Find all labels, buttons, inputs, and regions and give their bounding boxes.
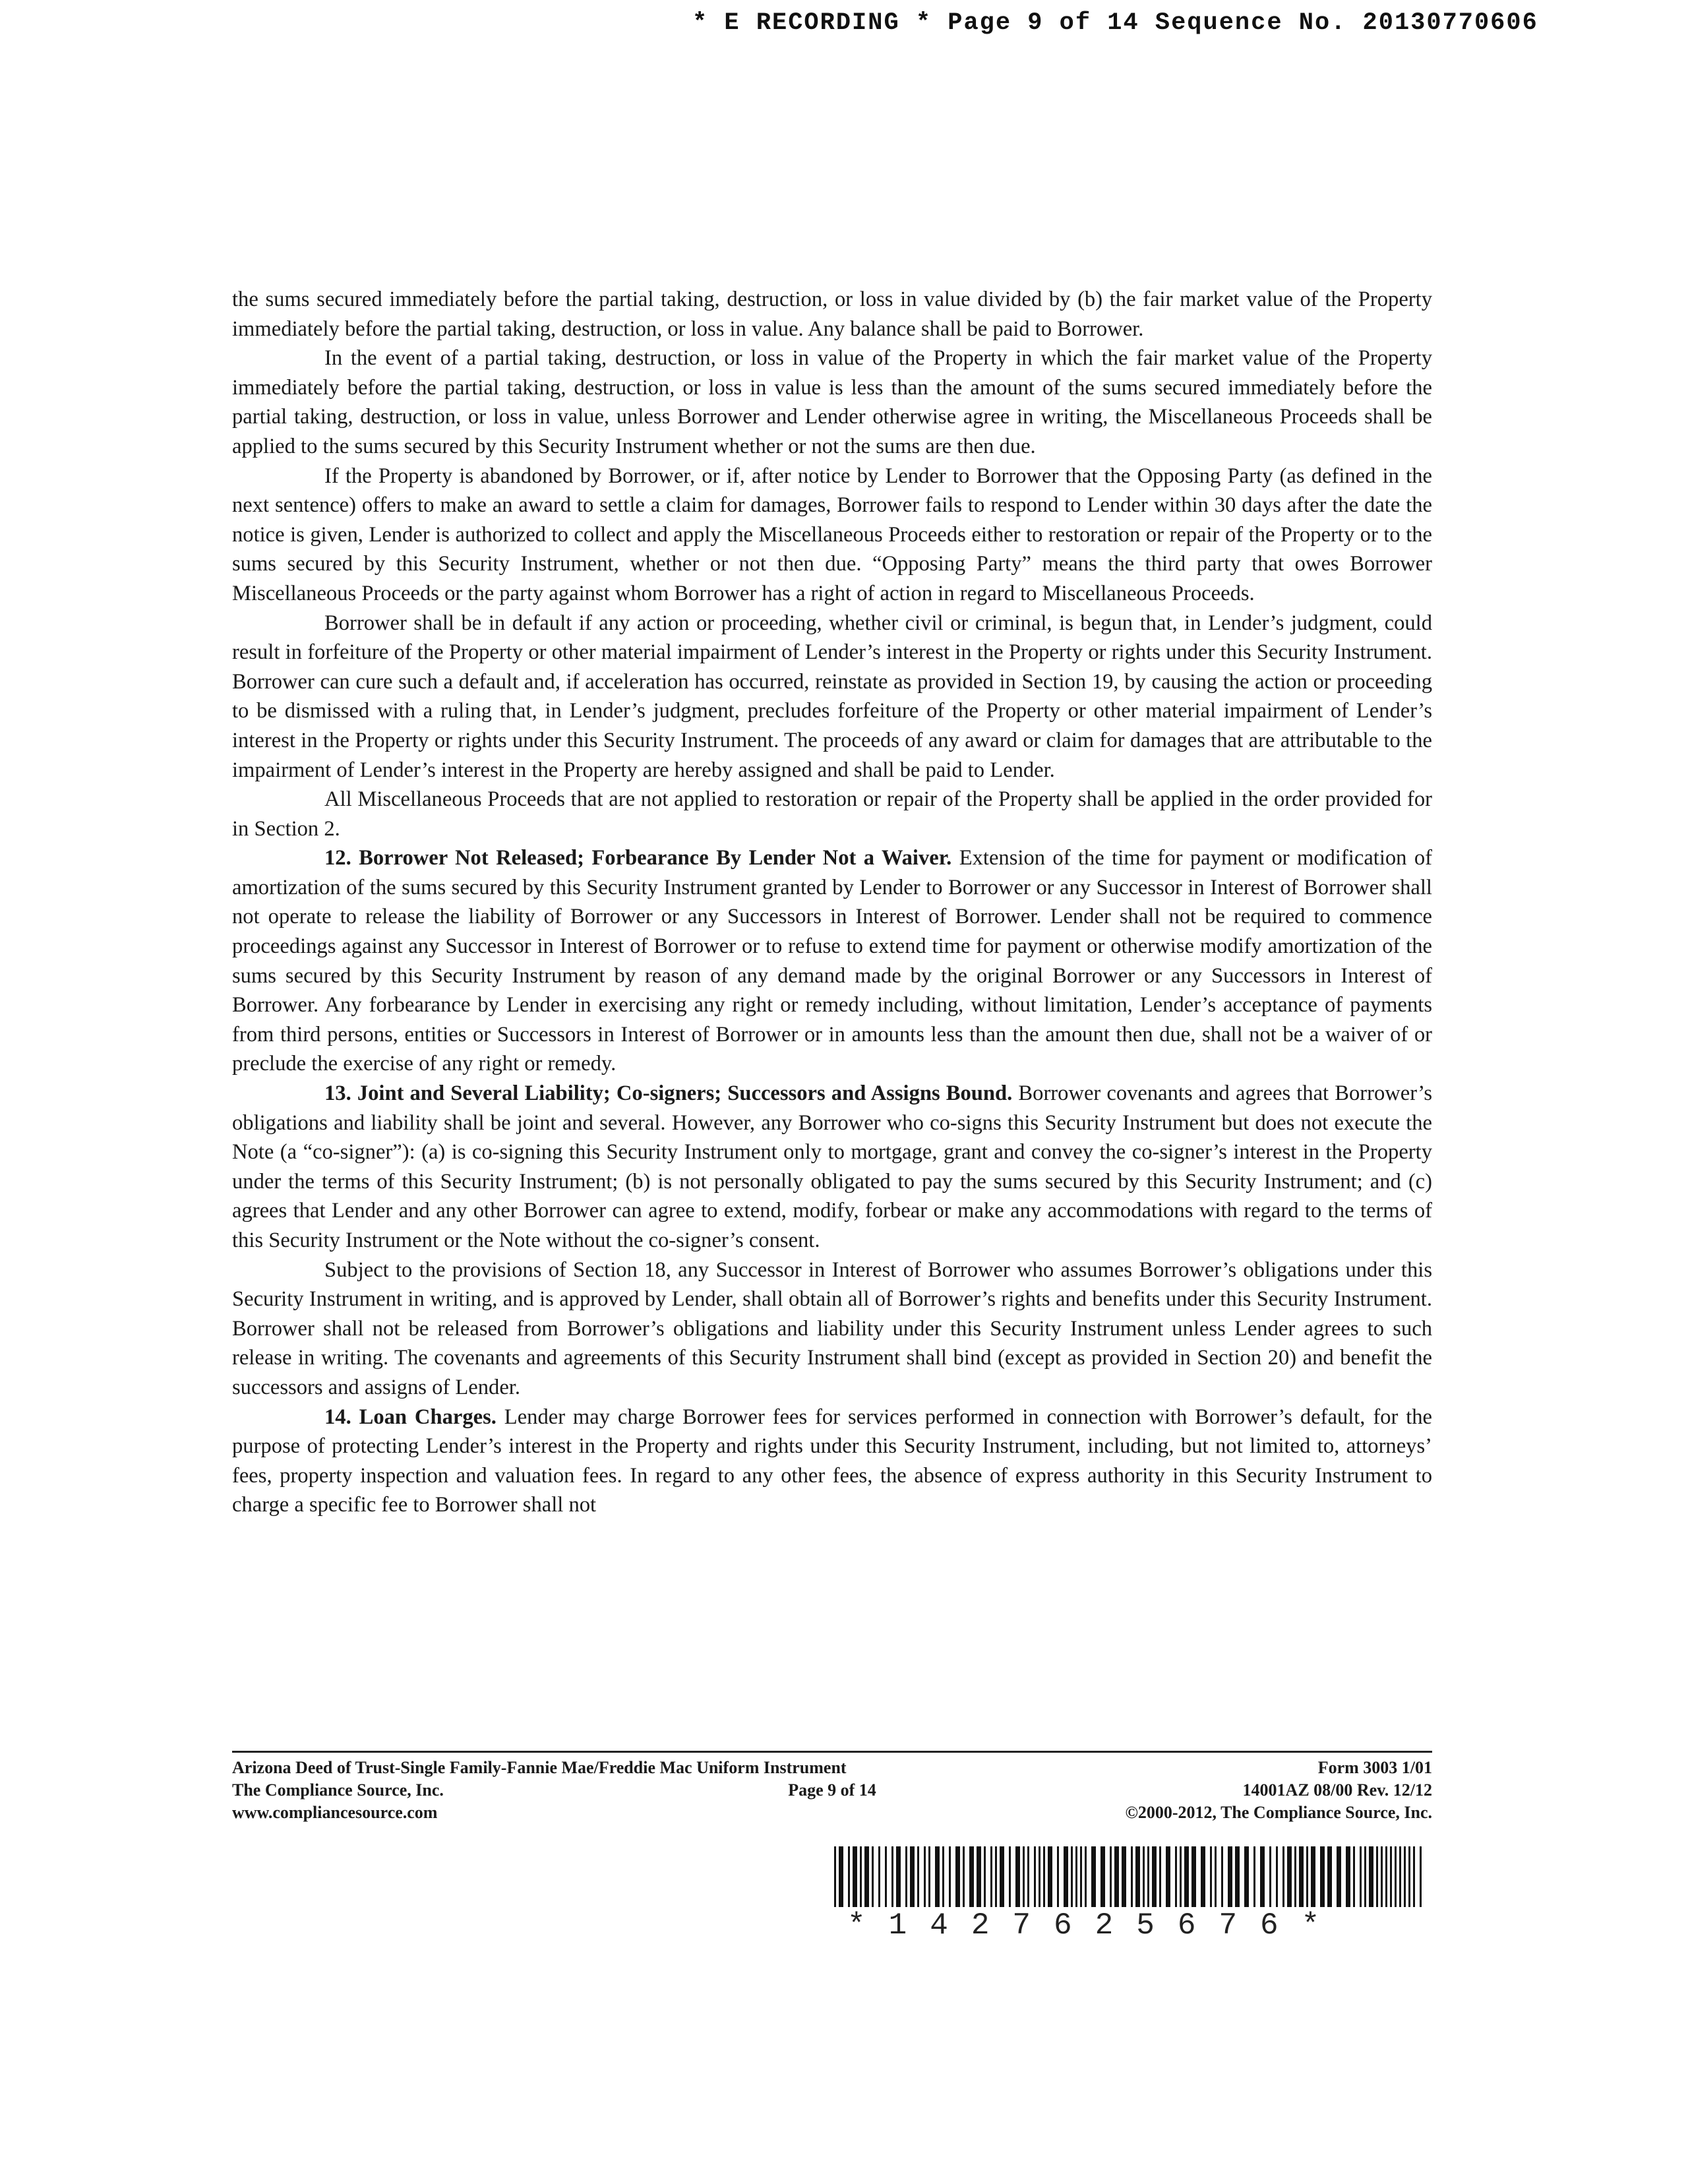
paragraph-partial-taking-ratio: the sums secured immediately before the partial taking, destruction, or loss in value divided by (b) the fair market value of the Property immediately before the partial taking, destruction, or loss in value. Any balance shall be paid to Borrower. bbox=[232, 288, 1432, 341]
barcode-bar bbox=[1260, 1846, 1265, 1907]
barcode-bar bbox=[1071, 1846, 1073, 1907]
barcode-bar bbox=[1000, 1846, 1004, 1907]
barcode-bar bbox=[955, 1846, 960, 1907]
barcode-bar bbox=[1390, 1846, 1392, 1907]
section-13 bbox=[232, 1079, 1432, 1256]
barcode-bar bbox=[1023, 1846, 1025, 1907]
barcode-bar bbox=[1244, 1846, 1249, 1907]
form-footer bbox=[232, 1757, 1432, 1824]
barcode-bar bbox=[1143, 1846, 1145, 1907]
barcode-bar bbox=[1235, 1846, 1240, 1907]
barcode-bar bbox=[1282, 1846, 1284, 1907]
barcode-bar bbox=[1180, 1846, 1182, 1907]
barcode-bar bbox=[1057, 1846, 1059, 1907]
paragraph-misc-proceeds: All Miscellaneous Proceeds that are not applied to restoration or repair of the Property shall be applied in the order provided for in Section 2. bbox=[232, 787, 1432, 841]
barcode-bar bbox=[942, 1846, 944, 1907]
barcode-bar bbox=[1376, 1846, 1378, 1907]
barcode-bar bbox=[1159, 1846, 1161, 1907]
footer-form-title: Arizona Deed of Trust-Single Family-Fannie Mae/Freddie Mac Uniform Instrument bbox=[232, 1758, 847, 1777]
barcode-bar bbox=[1327, 1846, 1332, 1907]
paragraph-successor-in-interest: Subject to the provisions of Section 18, any Successor in Interest of Borrower who assumes Borrower’s obligations under this Security Instrument in writing, and is approved by Lender, shall obtain all of Borrower’s rights and benefits under this Security Instrument. Borrower shall not be released from Borrower’s obligations and liability under this Security Instrument unless Lender agrees to such release in writing. The covenants and agreements of this Security Instrument shall bind (except as provided in Section 20) and benefit the successors and assigns of Lender. bbox=[232, 1258, 1432, 1399]
barcode-bar bbox=[896, 1846, 901, 1907]
paragraph-default-action: Borrower shall be in default if any action or proceeding, whether civil or criminal, is begun that, in Lender’s judgment, could result in forfeiture of the Property or other material impairment of Lender’s interest in the Property or rights under this Security Instrument. Borrower can cure such a default and, if acceleration has occurred, reinstate as provided in Section 19, by causing the action or proceeding to be dismissed with a ruling that, in Lender’s judgment, precludes forfeiture of the Property or other material impairment of Lender’s interest in the Property or rights under this Security Instrument. The proceeds of any award or claim for damages that are attributable to the impairment of Lender’s interest in the Property are hereby assigned and shall be paid to Lender. bbox=[232, 611, 1432, 782]
paragraph-abandoned-property: If the Property is abandoned by Borrower, or if, after notice by Lender to Borrower that the Opposing Party (as defined in the next sentence) offers to make an award to settle a claim for damages, Borrower fails to respond to Lender within 30 days after the date the notice is given, Lender is authorized to collect and apply the Miscellaneous Proceeds either to restoration or repair of the Property or to the sums secured by this Security Instrument, whether or not then due. “Opposing Party” means the third party that owes Borrower Miscellaneous Proceeds or the party against whom Borrower has a right of action in regard to Miscellaneous Proceeds. bbox=[232, 464, 1432, 605]
barcode-bar bbox=[1311, 1846, 1315, 1907]
barcode-bar bbox=[1228, 1846, 1232, 1907]
barcode-text: *1427625676* bbox=[847, 1908, 1343, 1943]
barcode-bar bbox=[1395, 1846, 1397, 1907]
recording-stamp: * E RECORDING * Page 9 of 14 Sequence No. 20130770606 bbox=[692, 9, 1538, 37]
barcode-bar bbox=[1306, 1846, 1308, 1907]
barcode-bar bbox=[969, 1846, 974, 1907]
barcode-bar bbox=[977, 1846, 981, 1907]
barcode-bar bbox=[935, 1846, 940, 1907]
barcode-bar bbox=[1269, 1846, 1271, 1907]
barcode-bar bbox=[1287, 1846, 1292, 1907]
barcode-bar bbox=[1175, 1846, 1177, 1907]
barcode-bar bbox=[1276, 1846, 1278, 1907]
barcode-bar bbox=[1381, 1846, 1383, 1907]
barcode-bar bbox=[1110, 1846, 1112, 1907]
barcode-bar bbox=[885, 1846, 887, 1907]
barcode-bar bbox=[1385, 1846, 1387, 1907]
section-14-heading: 14. Loan Charges. bbox=[324, 1405, 497, 1429]
barcode-bar bbox=[878, 1846, 880, 1907]
barcode-bar bbox=[1027, 1846, 1029, 1907]
barcode-bar bbox=[1420, 1846, 1422, 1907]
barcode-bar bbox=[1075, 1846, 1077, 1907]
barcode-bar bbox=[1152, 1846, 1157, 1907]
barcode bbox=[834, 1846, 1428, 1943]
barcode-bar bbox=[963, 1846, 965, 1907]
section-12-text: Extension of the time for payment or modification of amortization of the sums secured by this Security Instrument granted by Lender to Borrower or any Successor in Interest of Borrower shall not operate to release the liability of Borrower or any Successors in Interest of Borrower. Lender shall not be required to commence proceedings against any Successor in Interest of Borrower or to refuse to extend time for payment or otherwise modify amortization of the sums secured by this Security Instrument by reason of any demand made by the original Borrower or any Successors in Interest of Borrower. Any forbearance by Lender in exercising any right or remedy including, without limitation, Lender’s acceptance of payments from third persons, entities or Successors in Interest of Borrower or in amounts less than the amount then due, shall not be a waiver of or preclude the exercise of any right or remedy. bbox=[232, 846, 1432, 1076]
barcode-bar bbox=[1360, 1846, 1362, 1907]
barcode-bar bbox=[1299, 1846, 1304, 1907]
barcode-bar bbox=[949, 1846, 951, 1907]
section-13-heading: 13. Joint and Several Liability; Co-signers; Successors and Assigns Bound. bbox=[324, 1081, 1013, 1106]
barcode-bar bbox=[1294, 1846, 1296, 1907]
barcode-bar bbox=[1201, 1846, 1205, 1907]
barcode-bar bbox=[905, 1846, 907, 1907]
barcode-bar bbox=[1210, 1846, 1212, 1907]
barcode-bar bbox=[1147, 1846, 1149, 1907]
barcode-bar bbox=[995, 1846, 997, 1907]
footer-website: www.compliancesource.com bbox=[232, 1803, 438, 1822]
barcode-bar bbox=[1184, 1846, 1189, 1907]
footer-revision: 14001AZ 08/00 Rev. 12/12 bbox=[1242, 1780, 1432, 1800]
barcode-bar bbox=[1048, 1846, 1052, 1907]
paragraph-partial-taking-less: In the event of a partial taking, destruction, or loss in value of the Property in which the fair market value of the Property immediately before the partial taking, destruction, or loss in value is less than the amount of the sums secured immediately before the partial taking, destruction, or loss in value, unless Borrower and Lender otherwise agree in writing, the Miscellaneous Proceeds shall be applied to the sums secured by this Security Instrument whether or not the sums are then due. bbox=[232, 346, 1432, 458]
barcode-bar bbox=[984, 1846, 986, 1907]
barcode-bar bbox=[1221, 1846, 1223, 1907]
footer-divider bbox=[232, 1751, 1432, 1753]
barcode-bar bbox=[1064, 1846, 1068, 1907]
barcode-bar bbox=[1034, 1846, 1036, 1907]
barcode-bar bbox=[1191, 1846, 1196, 1907]
barcode-bar bbox=[853, 1846, 857, 1907]
barcode-bar bbox=[839, 1846, 843, 1907]
section-12-heading: 12. Borrower Not Released; Forbearance By Lender Not a Waiver. bbox=[324, 846, 952, 870]
barcode-bar bbox=[1015, 1846, 1020, 1907]
barcode-bar bbox=[872, 1846, 874, 1907]
section-14-text: Lender may charge Borrower fees for services performed in connection with Borrower’s default, for the purpose of protecting Lender’s interest in the Property and rights under this Security Instrument, including, but not limited to, attorneys’ fees, property inspection and valuation fees. In regard to any other fees, the absence of express authority in this Security Instrument to charge a specific fee to Borrower shall not bbox=[232, 1405, 1433, 1517]
barcode-bar bbox=[928, 1846, 930, 1907]
document-body bbox=[232, 285, 1432, 1520]
barcode-bar bbox=[1413, 1846, 1415, 1907]
footer-page-number: Page 9 of 14 bbox=[788, 1780, 876, 1800]
barcode-bar bbox=[1039, 1846, 1040, 1907]
barcode-bar bbox=[1346, 1846, 1350, 1907]
barcode-bar bbox=[1080, 1846, 1082, 1907]
barcode-bars bbox=[834, 1846, 1428, 1907]
barcode-bar bbox=[1100, 1846, 1105, 1907]
footer-company: The Compliance Source, Inc. bbox=[232, 1780, 444, 1800]
footer-copyright: ©2000-2012, The Compliance Source, Inc. bbox=[1125, 1803, 1432, 1822]
barcode-bar bbox=[864, 1846, 869, 1907]
section-12 bbox=[232, 843, 1432, 1079]
barcode-bar bbox=[860, 1846, 862, 1907]
section-14 bbox=[232, 1403, 1432, 1520]
barcode-bar bbox=[891, 1846, 893, 1907]
barcode-bar bbox=[1253, 1846, 1255, 1907]
barcode-bar bbox=[917, 1846, 919, 1907]
barcode-bar bbox=[1043, 1846, 1045, 1907]
barcode-bar bbox=[1085, 1846, 1087, 1907]
barcode-bar bbox=[1404, 1846, 1406, 1907]
barcode-bar bbox=[1135, 1846, 1140, 1907]
barcode-bar bbox=[1122, 1846, 1126, 1907]
barcode-bar bbox=[1369, 1846, 1373, 1907]
barcode-bar bbox=[924, 1846, 926, 1907]
barcode-bar bbox=[1166, 1846, 1170, 1907]
barcode-bar bbox=[1320, 1846, 1325, 1907]
barcode-bar bbox=[1399, 1846, 1401, 1907]
barcode-bar bbox=[1009, 1846, 1011, 1907]
barcode-bar bbox=[834, 1846, 836, 1907]
barcode-bar bbox=[1215, 1846, 1217, 1907]
barcode-bar bbox=[990, 1846, 992, 1907]
barcode-bar bbox=[1131, 1846, 1133, 1907]
barcode-bar bbox=[910, 1846, 915, 1907]
section-13-text: Borrower covenants and agrees that Borrower’s obligations and liability shall be joint and several. However, any Borrower who co-signs this Security Instrument but does not execute the Note (a “co-signer”): (a) is co-signing this Security Instrument only to mortgage, grant and convey the co-signer’s interest in the Property under the terms of this Security Instrument; (b) is not personally obligated to pay the sums secured by this Security Instrument; and (c) agrees that Lender and any other Borrower can agree to extend, modify, forbear or make any accommodations with regard to the terms of this Security Instrument or the Note without the co-signer’s consent. bbox=[232, 1081, 1433, 1252]
barcode-bar bbox=[1114, 1846, 1119, 1907]
barcode-bar bbox=[1337, 1846, 1341, 1907]
barcode-bar bbox=[1364, 1846, 1366, 1907]
footer-form-number: Form 3003 1/01 bbox=[1317, 1758, 1432, 1777]
barcode-bar bbox=[1353, 1846, 1355, 1907]
barcode-bar bbox=[1091, 1846, 1096, 1907]
barcode-bar bbox=[1408, 1846, 1410, 1907]
barcode-bar bbox=[848, 1846, 850, 1907]
